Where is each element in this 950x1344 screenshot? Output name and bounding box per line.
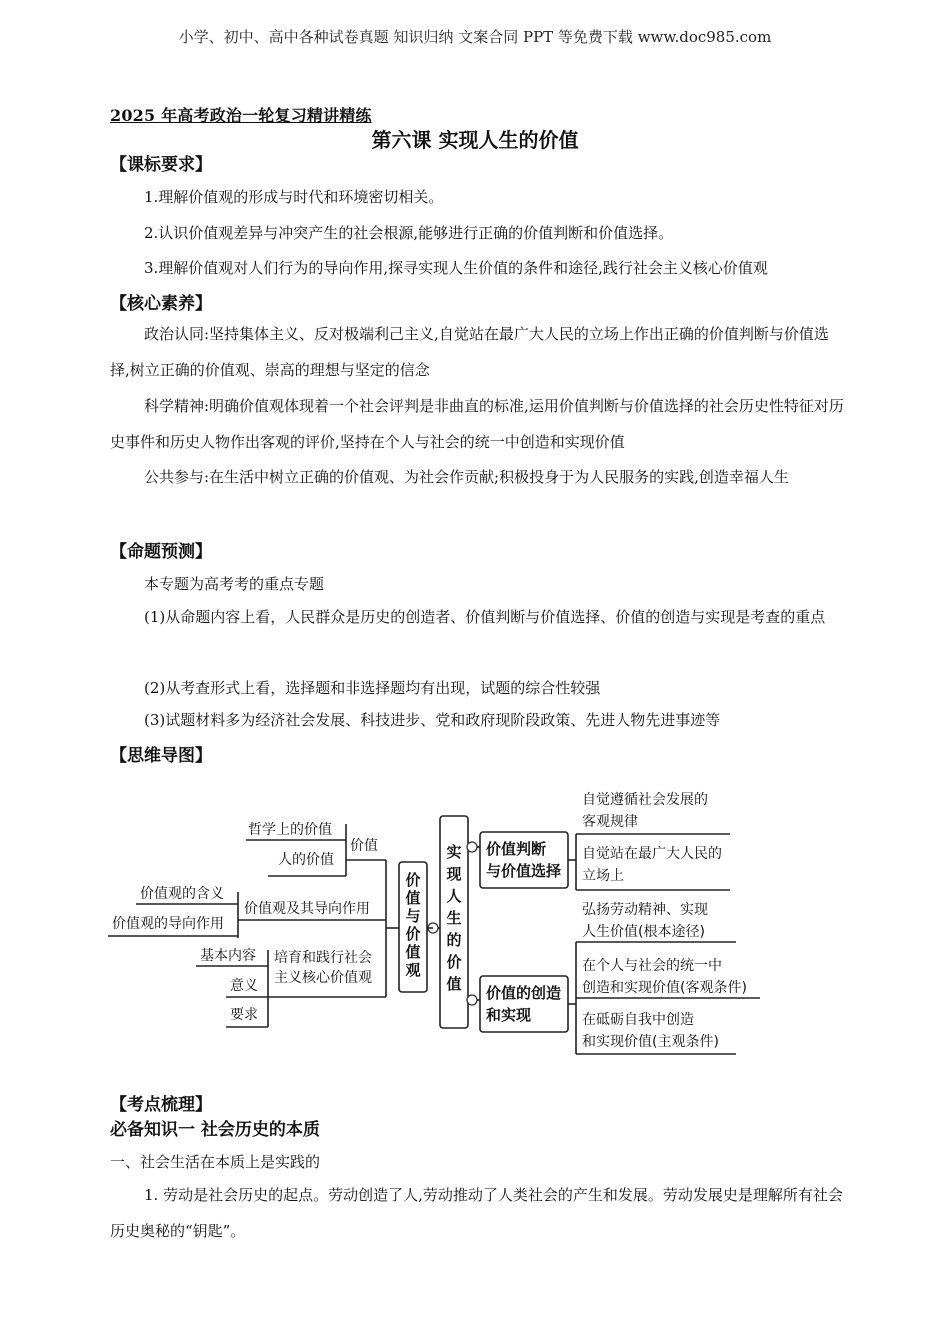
mindmap-leaf-keguan-2: 创造和实现价值(客观条件) bbox=[582, 980, 747, 996]
mindmap-node-panduan-1: 价值判断 bbox=[486, 840, 547, 858]
mindmap-leaf-yaoqiu: 要求 bbox=[230, 1007, 258, 1023]
mindmap-leaf-laodong-2: 人生价值(根本途径) bbox=[582, 924, 705, 940]
mindmap-leaf-guilv-1: 自觉遵循社会发展的 bbox=[582, 792, 708, 808]
mindmap-left-hub-char: 与 bbox=[405, 907, 421, 925]
kebiao-item-1: 1.理解价值观的形成与时代和环境密切相关。 bbox=[144, 188, 444, 206]
mindmap-leaf-zhuguan-1: 在砥砺自我中创造 bbox=[582, 1012, 694, 1028]
hexin-para-kexue: 科学精神:明确价值观体现着一个社会评判是非曲直的标准,运用价值判断与价值选择的社会历史性特征对历史事件和历史人物作出客观的评价,坚持在个人与社会的统一中创造和实现价值 bbox=[110, 397, 844, 451]
mindmap-center-char: 实 bbox=[446, 843, 462, 861]
mindmap-center-char: 人 bbox=[446, 887, 462, 905]
mindmap-leaf-zhexue: 哲学上的价值 bbox=[248, 822, 332, 838]
mindmap-left-hub-char: 值 bbox=[405, 889, 421, 907]
mindmap-center-char: 生 bbox=[446, 909, 462, 927]
mindmap-node-peiyu-2: 主义核心价值观 bbox=[274, 970, 372, 986]
mindmap-center-char: 的 bbox=[446, 931, 462, 949]
mindmap-leaf-yiyi: 意义 bbox=[230, 978, 258, 994]
kebiao-item-2: 2.认识价值观差异与冲突产生的社会根源,能够进行正确的价值判断和价值选择。 bbox=[144, 224, 674, 242]
section-heading-hexin: 【核心素养】 bbox=[110, 294, 212, 314]
document-title: 2025 年高考政治一轮复习精讲精练 bbox=[110, 106, 372, 125]
mindmap-leaf-hanyi: 价值观的含义 bbox=[140, 886, 224, 902]
mindmap-leaf-daoxiang: 价值观的导向作用 bbox=[112, 916, 224, 932]
mindmap-leaf-keguan-1: 在个人与社会的统一中 bbox=[582, 958, 722, 974]
mingti-point-2: (2)从考查形式上看，选择题和非选择题均有出现，试题的综合性较强 bbox=[144, 679, 601, 697]
mingti-point-3: (3)试题材料多为经济社会发展、科技进步、党和政府现阶段政策、先进人物先进事迹等 bbox=[144, 711, 721, 729]
section-heading-kebiao: 【课标要求】 bbox=[110, 155, 212, 175]
lesson-title: 第六课 实现人生的价值 bbox=[371, 128, 579, 152]
mindmap-center-char: 值 bbox=[446, 975, 462, 993]
section-heading-mingti: 【命题预测】 bbox=[110, 542, 212, 562]
page-header: 小学、初中、高中各种试卷真题 知识归纳 文案合同 PPT 等免费下载 www.doc985.com bbox=[178, 28, 772, 46]
mindmap-leaf-lichang-2: 立场上 bbox=[582, 868, 624, 884]
mindmap-leaf-laodong-1: 弘扬劳动精神、实现 bbox=[582, 902, 708, 918]
mindmap-left-hub-char: 值 bbox=[405, 943, 421, 961]
mindmap-connector bbox=[467, 995, 477, 1005]
knowledge-subheading: 必备知识一 社会历史的本质 bbox=[110, 1120, 320, 1140]
mindmap-center-char: 现 bbox=[446, 865, 462, 883]
mindmap-connector bbox=[467, 842, 477, 852]
mindmap-center-char: 价 bbox=[446, 953, 462, 971]
hexin-para-gonggong: 公共参与:在生活中树立正确的价值观、为社会作贡献;积极投身于为人民服务的实践,创造幸福人生 bbox=[144, 468, 789, 486]
hexin-para-zhengzhi: 政治认同:坚持集体主义、反对极端利己主义,自觉站在最广大人民的立场上作出正确的价值判断与价值选择,树立正确的价值观、崇高的理想与坚定的信念 bbox=[110, 325, 829, 379]
mindmap-leaf-lichang-1: 自觉站在最广大人民的 bbox=[582, 846, 722, 862]
mindmap-node-peiyu-1: 培育和践行社会 bbox=[274, 950, 372, 966]
knowledge-point-heading: 一、社会生活在本质上是实践的 bbox=[110, 1153, 321, 1171]
mindmap-leaf-ren: 人的价值 bbox=[278, 852, 334, 868]
mingti-intro: 本专题为高考考的重点专题 bbox=[144, 575, 325, 593]
mindmap-node-chuangzao-1: 价值的创造 bbox=[486, 984, 562, 1002]
mindmap-leaf-guilv-2: 客观规律 bbox=[582, 814, 638, 830]
kebiao-item-3: 3.理解价值观对人们行为的导向作用,探寻实现人生价值的条件和途径,践行社会主义核心价值观 bbox=[144, 259, 768, 277]
mindmap-left-hub-char: 价 bbox=[405, 925, 421, 943]
mindmap-leaf-jiben: 基本内容 bbox=[200, 948, 256, 964]
mindmap-left-hub-char: 观 bbox=[405, 961, 421, 979]
mindmap-node-daoxiang: 价值观及其导向作用 bbox=[244, 901, 370, 917]
mindmap-left-hub-char: 价 bbox=[405, 871, 421, 889]
mindmap-leaf-zhuguan-2: 和实现价值(主观条件) bbox=[582, 1034, 719, 1050]
mingti-point-1: (1)从命题内容上看，人民群众是历史的创造者、价值判断与价值选择、价值的创造与实现是考查的重点 bbox=[144, 608, 826, 626]
section-heading-siwei: 【思维导图】 bbox=[110, 746, 212, 766]
mind-map bbox=[108, 782, 768, 1064]
mindmap-node-panduan-2: 与价值选择 bbox=[486, 862, 562, 880]
knowledge-paragraph-1: 1. 劳动是社会历史的起点。劳动创造了人,劳动推动了人类社会的产生和发展。劳动发展史是理解所有社会历史奥秘的“钥匙”。 bbox=[110, 1186, 843, 1240]
mindmap-node-chuangzao-2: 和实现 bbox=[486, 1006, 532, 1024]
section-heading-kaodian: 【考点梳理】 bbox=[110, 1095, 212, 1115]
mindmap-node-jiazhi: 价值 bbox=[350, 838, 378, 854]
